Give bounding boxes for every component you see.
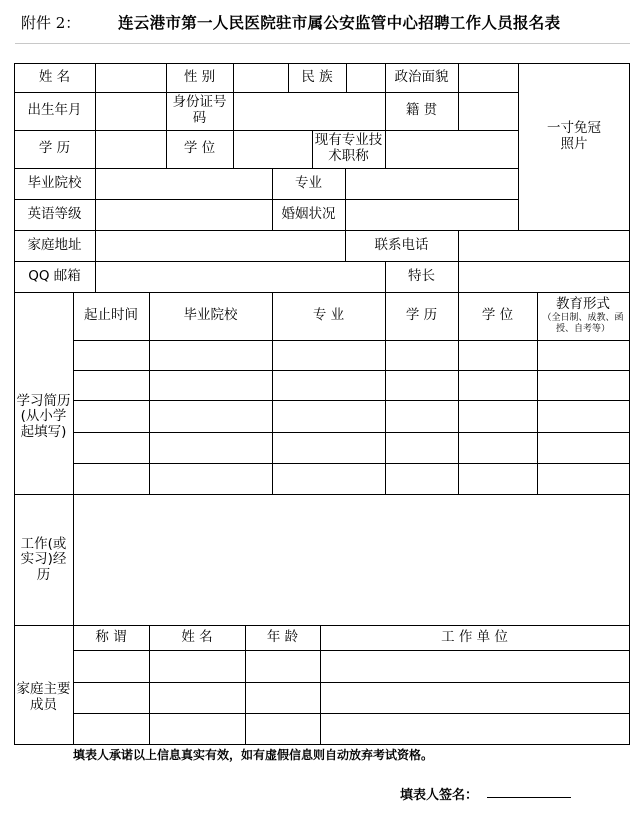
table-line-horizontal bbox=[73, 463, 630, 464]
signature-label: 填表人签名： bbox=[400, 788, 479, 803]
english-level-label: 英语等级 bbox=[27, 205, 82, 222]
gender-label: 性 别 bbox=[183, 69, 216, 86]
table-line-horizontal bbox=[14, 261, 630, 262]
study-col-school: 毕业院校 bbox=[183, 307, 238, 324]
table-line-vertical bbox=[458, 230, 459, 262]
family-col-workplace: 工 作 单 位 bbox=[441, 628, 508, 645]
header-divider bbox=[15, 43, 630, 44]
study-resume-label: 学习简历(从小学起填写) bbox=[16, 392, 71, 440]
photo-box-label: 一寸免冠照片 bbox=[547, 120, 601, 152]
home-address-label: 家庭地址 bbox=[27, 236, 82, 253]
table-line-vertical bbox=[233, 63, 234, 169]
education-label: 学 历 bbox=[38, 140, 71, 157]
table-line-horizontal bbox=[73, 650, 630, 651]
study-col-form-title: 教育形式 bbox=[556, 295, 610, 312]
graduated-school-label: 毕业院校 bbox=[27, 174, 82, 191]
family-members-label: 家庭主要成员 bbox=[16, 680, 71, 713]
table-line-horizontal bbox=[73, 432, 630, 433]
table-line-horizontal bbox=[73, 340, 630, 341]
qq-email-label: QQ 邮箱 bbox=[28, 267, 81, 284]
table-line-horizontal bbox=[14, 744, 630, 745]
study-col-form-note: （全日制、成教、函授、自考等） bbox=[542, 312, 624, 334]
ethnicity-label: 民 族 bbox=[301, 69, 333, 86]
table-line-horizontal bbox=[73, 370, 630, 371]
table-line-horizontal bbox=[73, 400, 630, 401]
table-line-vertical bbox=[518, 63, 519, 231]
table-line-vertical bbox=[458, 63, 459, 131]
native-place-label: 籍 贯 bbox=[405, 102, 438, 119]
phone-label: 联系电话 bbox=[374, 236, 429, 253]
professional-title-label: 现有专业技术职称 bbox=[314, 132, 383, 164]
birth-date-label: 出生年月 bbox=[27, 102, 82, 119]
major-label: 专业 bbox=[295, 174, 322, 191]
table-line-horizontal bbox=[73, 682, 630, 683]
id-number-label: 身份证号码 bbox=[172, 94, 227, 126]
study-col-major: 专 业 bbox=[312, 307, 345, 324]
form-title: 连云港市第一人民医院驻市属公安监管中心招聘工作人员报名表 bbox=[118, 13, 561, 32]
political-status-label: 政治面貌 bbox=[394, 69, 449, 86]
table-line-vertical bbox=[95, 63, 96, 293]
degree-label: 学 位 bbox=[183, 140, 216, 157]
family-col-relation: 称 谓 bbox=[95, 628, 127, 645]
table-line-vertical bbox=[73, 292, 74, 745]
table-line-vertical bbox=[346, 63, 347, 93]
family-col-name: 姓 名 bbox=[181, 628, 213, 645]
study-col-form bbox=[537, 293, 629, 339]
document-header bbox=[0, 0, 643, 44]
study-col-degree: 学 位 bbox=[481, 307, 514, 324]
pledge-text: 填表人承诺以上信息真实有效，如有虚假信息则自动放弃考试资格。 bbox=[73, 748, 434, 762]
name-label: 姓 名 bbox=[38, 69, 71, 86]
specialty-label: 特长 bbox=[408, 267, 435, 284]
table-line-vertical bbox=[629, 63, 630, 745]
work-resume-label: 工作(或实习)经历 bbox=[20, 535, 67, 583]
table-line-horizontal bbox=[73, 713, 630, 714]
marital-status-label: 婚姻状况 bbox=[281, 205, 336, 222]
attachment-label: 附件 2： bbox=[21, 14, 81, 32]
study-col-period: 起止时间 bbox=[84, 307, 138, 324]
table-line-horizontal bbox=[14, 230, 630, 231]
table-line-vertical bbox=[458, 261, 459, 293]
signature-line[interactable] bbox=[487, 797, 571, 798]
study-col-education: 学 历 bbox=[405, 307, 438, 324]
family-col-age: 年 龄 bbox=[266, 628, 299, 645]
